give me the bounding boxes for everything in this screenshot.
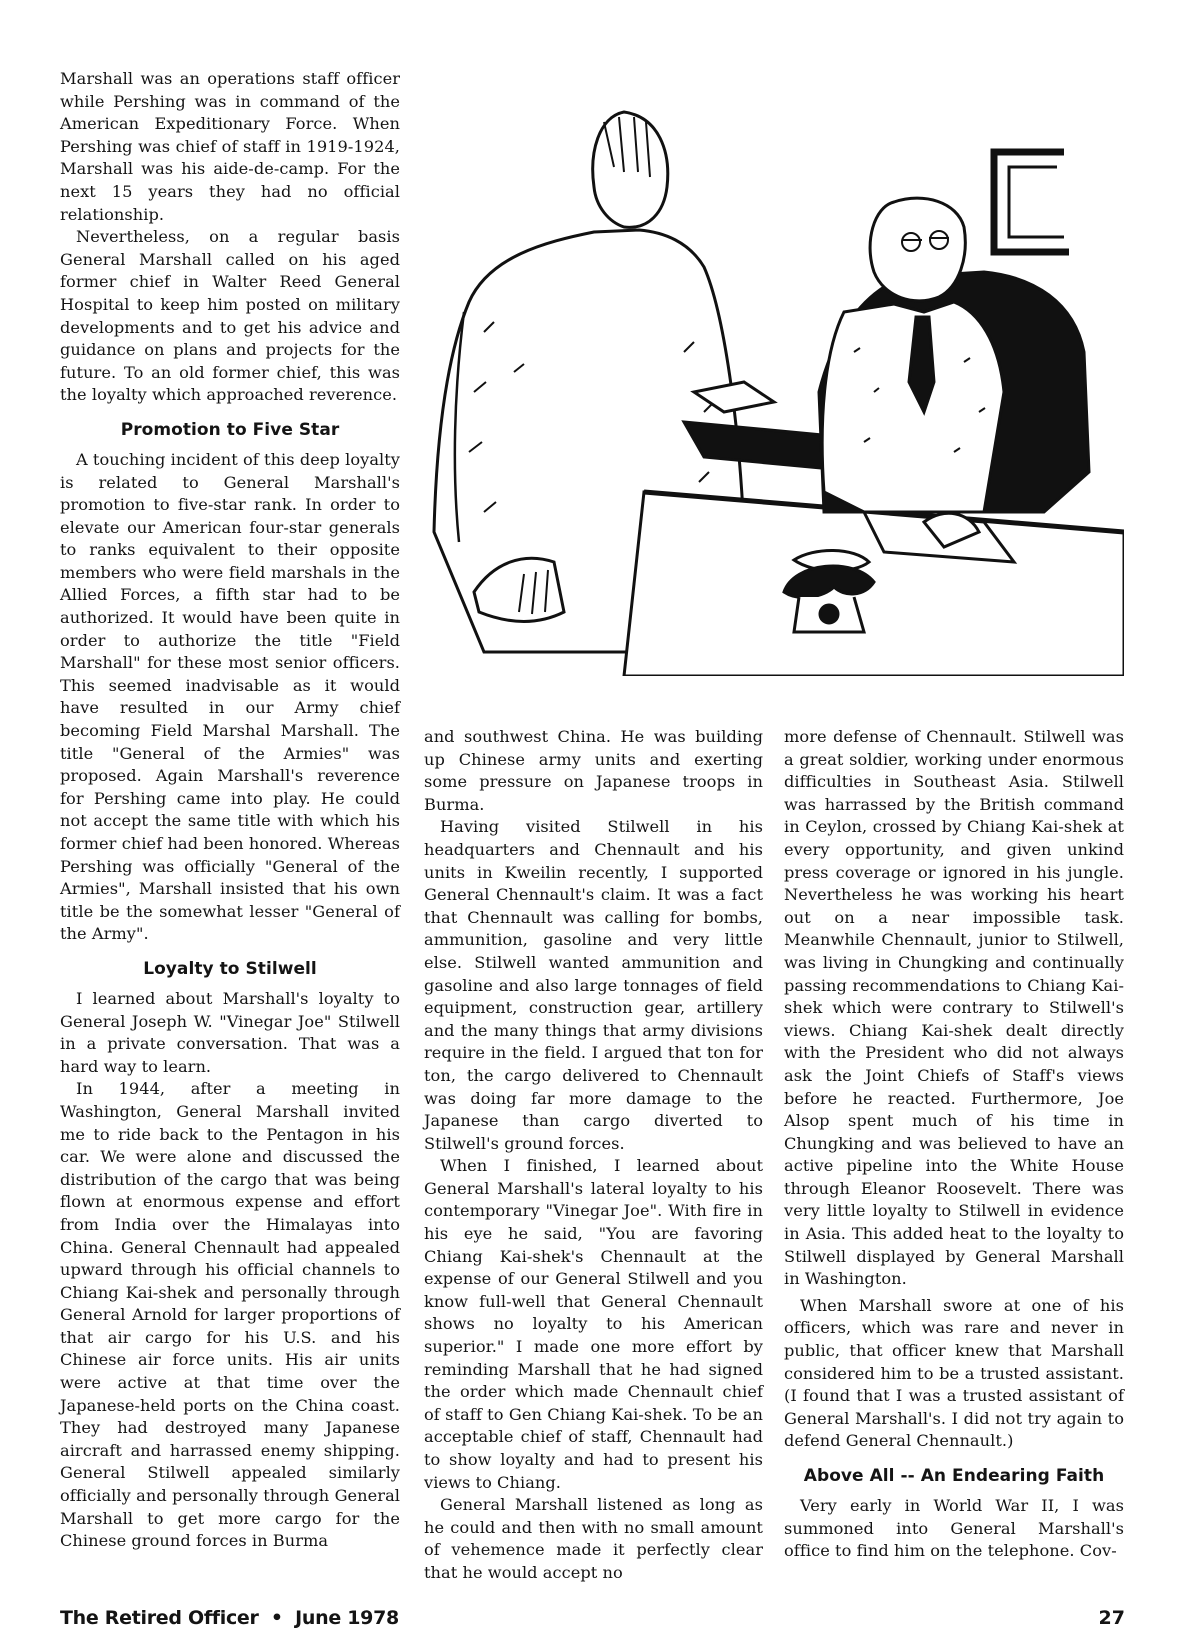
footer-publication bbox=[60, 1607, 399, 1629]
wall-frame bbox=[994, 152, 1069, 252]
paragraph: and southwest China. He was building up Chinese army units and exerting some pressure on Japanese troops in Burma. bbox=[424, 727, 763, 814]
paragraph: A touching incident of this deep loyalty is related to General Marshall's promotion to five-star rank. In order to elevate our American four-star generals to ranks equivalent to their opposite members who were field marshals in the Allied Forces, a fifth star had to be authorized. It would have been quite in order to authorize the title "Field Marshall" for these most senior officers. This seemed inadvisable as it would have resulted in our Army chief becoming Field Marshal Marshall. The title "General of the Armies" was proposed. Again Marshall's reverence for Pershing came into play. He could not accept the same title with which his former chief had been honored. Whereas Pershing was officially "General of the Armies", Marshall insisted that his own title be the somewhat lesser "General of the Army". bbox=[60, 449, 400, 944]
paragraph: Nevertheless, on a regular basis General Marshall called on his aged former chief in Walter Reed General Hospital to keep him posted on military developments and to get his advice and guidance on plans and projects for the future. To an old former chief, this was the loyalty which approached reverence. bbox=[60, 227, 400, 405]
issue-date: June 1978 bbox=[295, 1607, 399, 1629]
publication-name: The Retired Officer bbox=[60, 1607, 259, 1629]
paragraph: General Marshall listened as long as he could and then with no small amount of vehemence made it perfectly clear that he would accept no bbox=[424, 1495, 763, 1582]
section-heading-endearing-faith: Above All -- An Endearing Faith bbox=[803, 1466, 1105, 1486]
page-number: 27 bbox=[1098, 1607, 1125, 1629]
text-column-1 bbox=[60, 68, 400, 1553]
paragraph: Having visited Stilwell in his headquarters and Chennault and his units in Kweilin recently, I supported General Chennault's claim. It was a fact that Chennault was calling for bombs, ammunition, gasoline and very little else. Stilwell wanted ammunition and gasoline and also large tonnages of field equipment, construction gear, artillery and the many things that army divisions require in the field. I argued that ton for ton, the cargo delivered to Chennault was doing far more damage to the Japanese than cargo diverted to Stilwell's ground forces. bbox=[424, 817, 763, 1153]
paragraph: In 1944, after a meeting in Washington, General Marshall invited me to ride back to the Pentagon in his car. We were alone and discussed the distribution of the cargo that was being flown at enormous expense and effort from India over the Himalayas into China. General Chennault had appealed upward through his official channels to Chiang Kai-shek and personally through General Arnold for larger proportions of that air cargo for his U.S. and his Chinese air force units. His air units were active at that time over the Japanese-held ports on the China coast. They had destroyed many Japanese aircraft and harrassed enemy shipping. General Stilwell appealed similarly officially and personally through General Marshall to get more cargo for the Chinese ground forces in Burma bbox=[60, 1079, 400, 1551]
section-heading-loyalty-stilwell: Loyalty to Stilwell bbox=[143, 958, 317, 979]
separator-dot: • bbox=[270, 1607, 283, 1629]
paragraph: Marshall was an operations staff officer while Pershing was in command of the American Expeditionary Force. When Pershing was chief of staff in 1919-1924, Marshall was his aide-de-camp. For the next 15 years they had no official relationship. bbox=[60, 69, 400, 224]
text-column-3 bbox=[784, 726, 1124, 1563]
paragraph: Very early in World War II, I was summoned into General Marshall's office to find him on the telephone. Cov- bbox=[784, 1496, 1124, 1561]
paragraph: I learned about Marshall's loyalty to General Joseph W. "Vinegar Joe" Stilwell in a private conversation. That was a hard way to learn. bbox=[60, 988, 400, 1076]
paragraph: more defense of Chennault. Stilwell was a great soldier, working under enormous difficulties in Southeast Asia. Stilwell was harrassed by the British command in Ceylon, crossed by Chiang Kai-shek at every opportunity, and given unkind press coverage or ignored in his jungle. Nevertheless he was working his heart out on a near impossible task. Meanwhile Chennault, junior to Stilwell, was living in Chungking and continually passing recommendations to Chiang Kai-shek which were contrary to Stilwell's views. Chiang Kai-shek dealt directly with the President who did not always ask the Joint Chiefs of Staff's views before he reacted. Furthermore, Joe Alsop spent much of his time in Chungking and was believed to have an active pipeline into the White House through Eleanor Roosevelt. There was very little loyalty to Stilwell in evidence in Asia. This added heat to the loyalty to Stilwell displayed by General Marshall in Washington. bbox=[784, 727, 1124, 1289]
text-column-2 bbox=[424, 726, 763, 1585]
illustration-office-scene bbox=[424, 92, 1124, 676]
paragraph: When Marshall swore at one of his officers, which was rare and never in public, that officer knew that Marshall considered him to be a trusted assistant. (I found that I was a trusted assistant of General Marshall's. I did not try again to defend General Chennault.) bbox=[784, 1295, 1124, 1451]
paragraph: When I finished, I learned about General Marshall's lateral loyalty to his contemporary "Vinegar Joe". With fire in his eye he said, "You are favoring Chiang Kai-shek's Chennault at the expense of our General Stilwell and you know full-well that General Chennault shows no loyalty to his American superior." I made one more effort by reminding Marshall that he had signed the order which made Chennault chief of staff to Gen Chiang Kai-shek. To be an acceptable chief of staff, Chennault had to show loyalty and had to present his views to Chiang. bbox=[424, 1156, 763, 1492]
section-heading-promotion: Promotion to Five Star bbox=[120, 419, 340, 440]
